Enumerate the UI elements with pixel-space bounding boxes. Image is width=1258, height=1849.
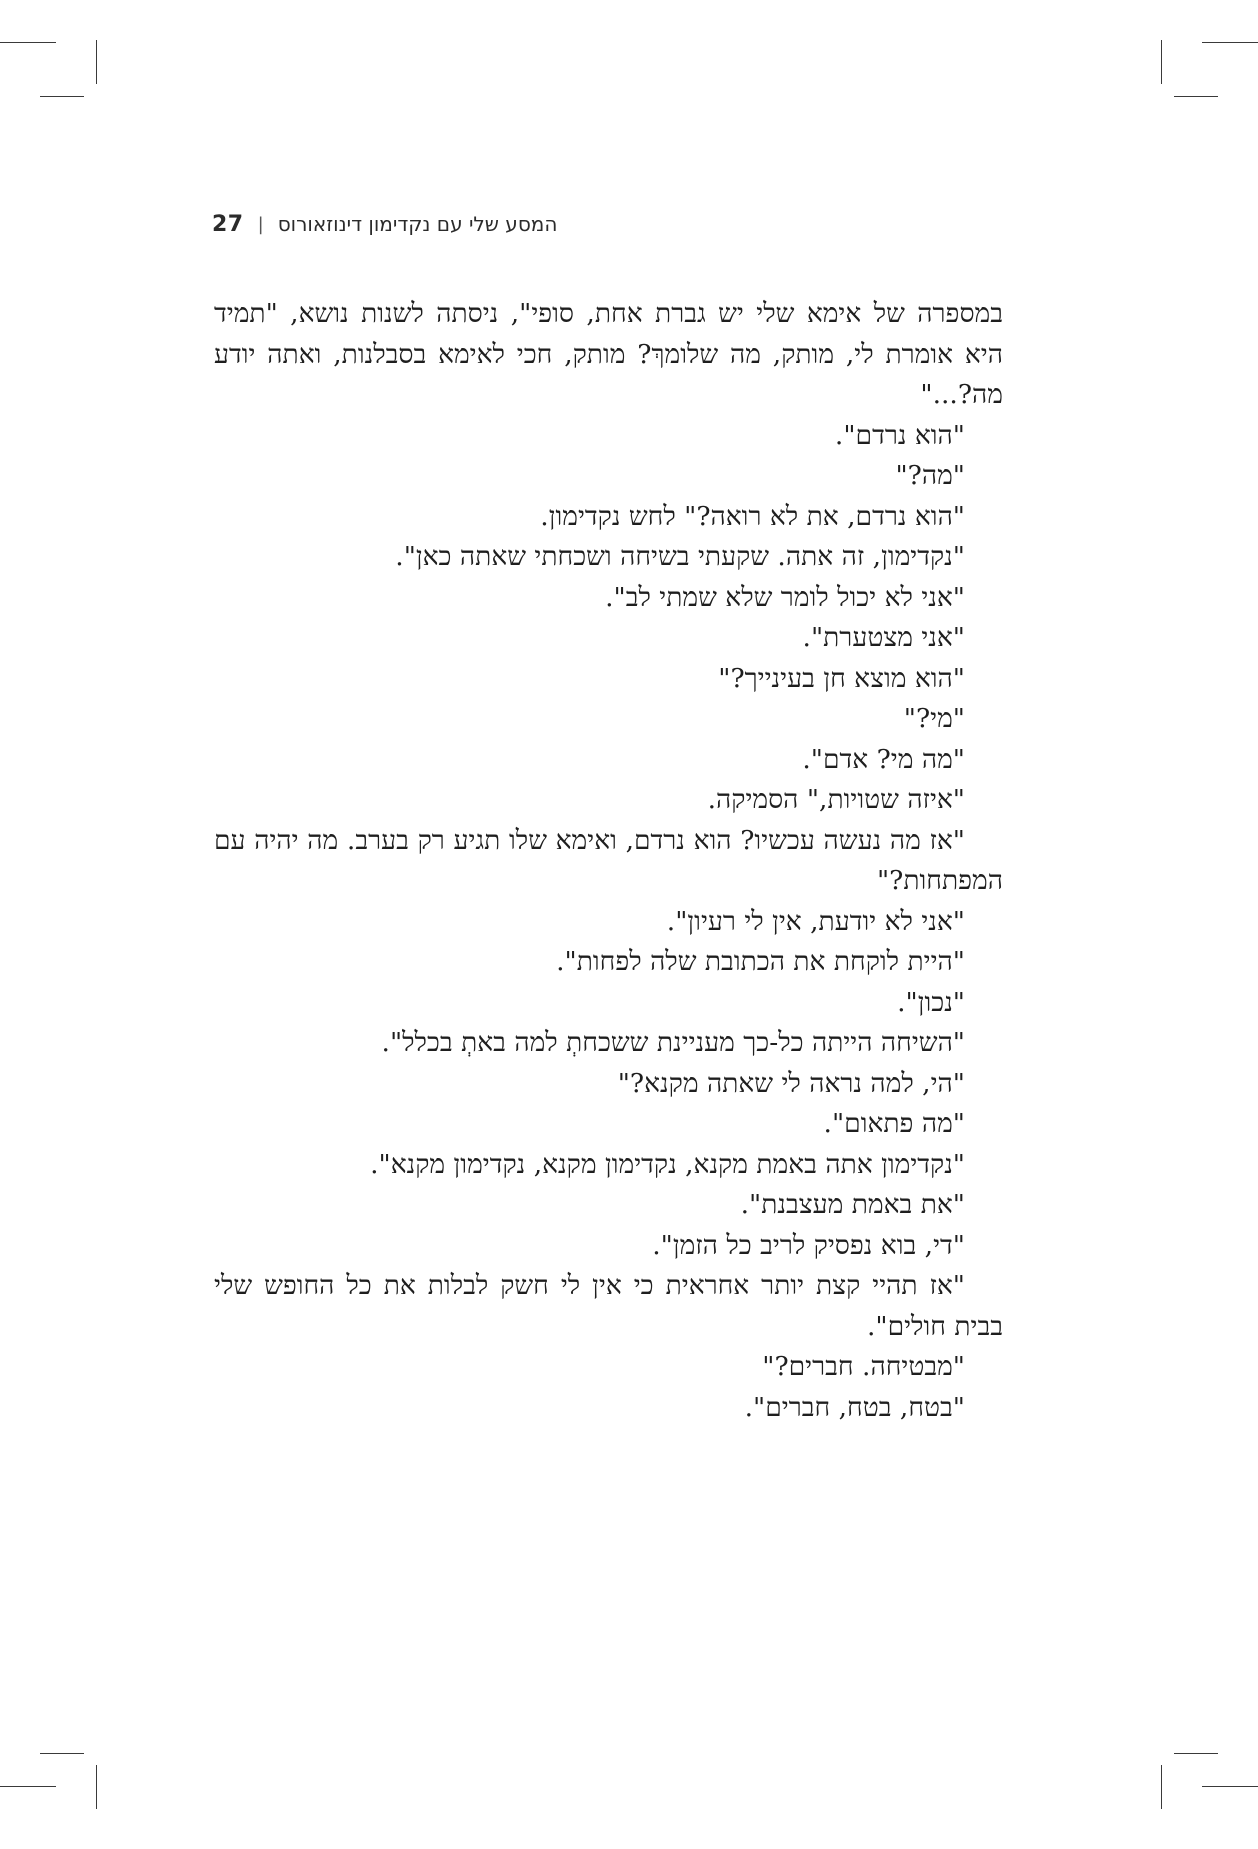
crop-mark: [1161, 40, 1162, 84]
crop-mark: [40, 96, 84, 97]
paragraph: "מבטיחה. חברים?": [762, 1351, 965, 1382]
paragraph: "נכון".: [897, 986, 965, 1018]
paragraph: "נקדימון, זה אתה. שקעתי בשיחה ושכחתי שאתה כאן".: [395, 541, 965, 572]
paragraph: "הי, למה נראה לי שאתה מקנא?": [617, 1067, 965, 1099]
paragraph: "היית לוקחת את הכתובת שלה לפחות".: [556, 946, 965, 977]
page-number: 27: [212, 211, 244, 237]
paragraph: "די, בוא נפסיק לריב כל הזמן".: [652, 1229, 965, 1261]
crop-mark: [1174, 96, 1218, 97]
crop-mark: [96, 40, 97, 84]
paragraph: "נקדימון אתה באמת מקנא, נקדימון מקנא, נקדימון מקנא".: [370, 1148, 965, 1180]
paragraph: "אני לא יכול לומר שלא שמתי לב".: [605, 581, 965, 613]
crop-mark: [1202, 1786, 1258, 1787]
crop-mark: [1161, 1765, 1162, 1809]
crop-mark: [0, 1786, 56, 1787]
paragraph: "אני מצטערת".: [802, 622, 965, 653]
paragraph: במספרה של אימא שלי יש גברת אחת, סופי", ניסתה לשנות נושא, "תמיד היא אומרת לי, מותק, מה שלומךְ? מותק, חכי לאימא בסבלנות, ואתה יודע מה?...": [214, 298, 1003, 410]
paragraph: "מה מי? אדם".: [802, 743, 965, 775]
paragraph: "מי?": [903, 703, 965, 734]
crop-mark: [40, 1753, 84, 1754]
paragraph: "איזה שטויות," הסמיקה.: [707, 784, 965, 815]
crop-mark: [1174, 1753, 1218, 1754]
paragraph: "הוא מוצא חן בעינייך?": [718, 662, 965, 694]
paragraph: "מה?": [895, 460, 965, 491]
crop-mark: [1202, 42, 1258, 43]
paragraph: "אז מה נעשה עכשיו? הוא נרדם, ואימא שלו תגיע רק בערב. מה יהיה עם המפתחות?": [214, 824, 1003, 896]
crop-mark: [96, 1765, 97, 1809]
paragraph: "הוא נרדם, את לא רואה?" לחש נקדימון.: [540, 500, 965, 532]
paragraph: "מה פתאום".: [823, 1108, 965, 1139]
crop-mark: [0, 42, 56, 43]
paragraph: "השיחה הייתה כל-כך מעניינת ששכחתְ למה באתְ בכלל".: [381, 1027, 965, 1058]
paragraph: "את באמת מעצבנת".: [740, 1189, 965, 1220]
paragraph: "בטח, בטח, חברים".: [744, 1391, 965, 1423]
running-title: המסע שלי עם נקדימון דינוזאורוס: [277, 212, 558, 236]
body-text: [214, 294, 1003, 1428]
running-header: [212, 208, 1012, 240]
paragraph: "הוא נרדם".: [834, 419, 965, 451]
paragraph: "אז תהיי קצת יותר אחראית כי אין לי חשק לבלות את כל החופש שלי בבית חולים".: [214, 1270, 1003, 1342]
header-separator: |: [257, 213, 264, 235]
paragraph: "אני לא יודעת, אין לי רעיון".: [666, 905, 965, 937]
